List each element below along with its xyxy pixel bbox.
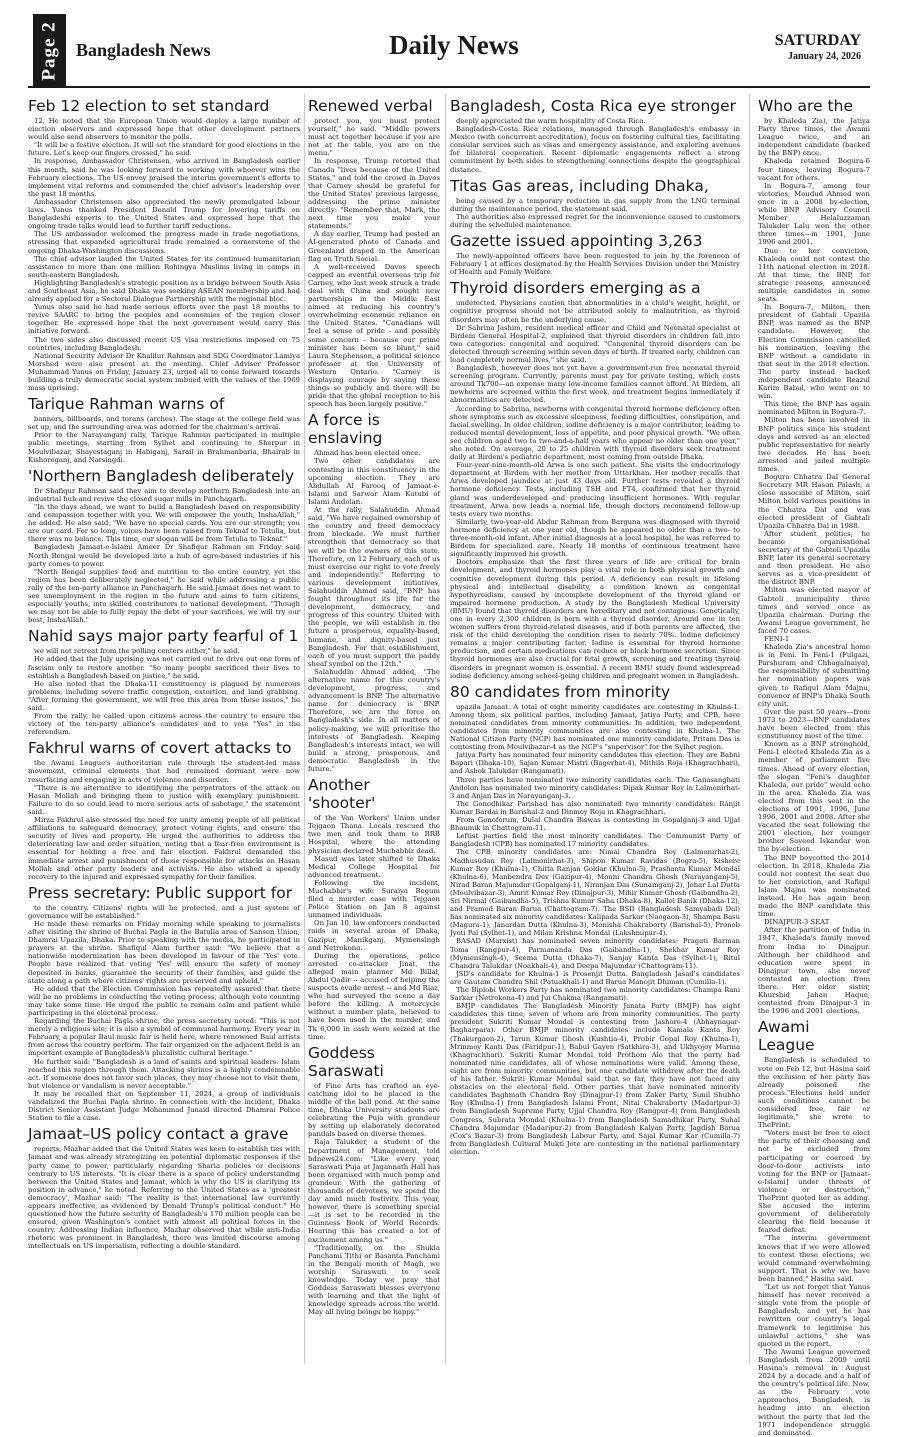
article-headline: Who are the [758, 97, 853, 115]
article-headline: Awami League [758, 1018, 815, 1055]
article [28, 1125, 300, 1250]
article-paragraph: Three parties have nominated two minority candidates each. The Ganasanghati Andolon has nominated two minority candidates: Dipak Kumar Roy in Lalmonirhat-3 and Anjan Das in Narayanganj-3. [450, 775, 740, 800]
article-paragraph: "Traditionally, on the Shukla Panchami Tithi or Basanta Panchami in the Bengali month of Magh, we worship Saraswati to seek knowledge. Today we pray that Goddess Saraswati blesses everyone with learning and that the light of knowledge spreads across the world. May all living beings be happy." [308, 1243, 440, 1317]
article-paragraph: In response, Ambassador Christensen, who arrived in Bangladesh earlier this month, said he was looking forward to working with whoever wins the February elections. The US envoy praised the interim government's efforts to implement vital reforms and commended the chief advisor's leadership over the past 18 months. [28, 157, 300, 198]
article-paragraph: banners, billboards, and torans (arches). The stage at the college field was set up, and the surrounding area was adorned for the chairman's arrival. [28, 415, 300, 432]
article-headline: Press secretary: Public support for [28, 883, 293, 902]
column-1 [28, 94, 300, 1364]
article-paragraph: Bangladesh Jamaat-e-Islami Ameer Dr Shafiqur Rahman on Friday said North Bengal would be developed into a hub of agro-based industries if his party comes to power. [28, 543, 300, 568]
article-paragraph: The newly-appointed officers have been requested to join by the forenoon of February 1 at offices designated by the Health Services Division under the Ministry of Health and Family Welfare. [450, 252, 740, 277]
article-paragraph: BASAD (Marxist) has nominated seven minority candidates: Pragati Barman Toma (Rangpur-4), Parmananda Das (Gaibandha-1), Shekhar Kumar Roy (Mymensingh-4), Seema Dutta (Dhaka-7), Sanjay Kanta Das (Sylhet-1), Ritul Chandra Talukdar (Noakhali-4), and Deepa Majumdar (Chattogram-11). [450, 937, 740, 970]
article-paragraph: After the partition of India in 1947, Khaleda's family moved from India to Dinajpur. Although her childhood and education were spent in Dinajpur town, she never contested an election from there. Her elder sister, Khurshid Jahan Haque, contested from Dinajpur-3 in the 1996 and 2001 elections. [758, 926, 870, 1016]
article-paragraph: A day earlier, Trump had posted an AI-generated photo of Canada and Greenland draped in the American flag on Truth Social. [308, 230, 440, 263]
article-paragraph: In Bogura-7, among four victories, Moudud Ahmed won once in a 2008 by-election, while BNP Advisory Council Member Helaluzzaman Talukder Lalu won the other three times—in 1991, June 1996 and 2001. [758, 181, 870, 247]
article-paragraph: Bangladesh is scheduled to vote on Feb 12, but Hasina said the exclusion of her party has already poisoned the process."Elections held under such conditions cannot be considered free, fair or legitimate," she wrote to ThePrint. [758, 1056, 870, 1130]
column-3 [450, 94, 740, 1364]
article-headline: Nahid says major party fearful of 1 [28, 627, 299, 646]
article-paragraph: The CPB minority candidates are: Nimai Chandra Roy (Lalmonirhat-2), Madhusudan Roy (Lalmonirhat-3), Shipon Kumar Ravidas (Bogra-5), Kishore Kumar Roy (Khulna-1), Chitta Ranjan Goldar (Khulna-5), Prashanta Kumar Mondal (Khulna-6), Manbendra Dev (Gazipur-4), Monni Chandra Ghosh (Narayanganj-5), Nirad Baran Majumdar (Gopalganj-1), Niranjan Das (Sunamganj-2), Johar Lal Dutta (Moulvibazar-3), Amrit Kumar Roy (Dinajpur-3), Mihir Kumar Ghosh (Gaibandha-2), Sri Nirmal (Gaibandha-5), Trishna Kumar Saha (Dhaka-8), Kallol Banik (Dhaka-12), and Pramod Baran Barua (Chattogram-7). The BSD (Bangladesh Samyabadi Dal) has nominated six minority candidates: Kalipada Sarkar (Naogaon-3), Shampa Basu (Magura-1), Janardan Dutta (Khulna-3), Monisha Chakraborty (Barishal-5), Pronob Jyoti Pal (Sylhet-1), and Milan Krishna Mondal (Lakshmipur-4). [450, 848, 740, 938]
article-headline: Thyroid disorders emerging as a [450, 279, 701, 298]
article-paragraph: 12. He noted that the European Union would deploy a large number of election observers and expressed hope that other development partners would also send observers to monitor the polls. [28, 117, 300, 142]
article-paragraph: Leftist parties field the most minority candidates. The Communist Party of Bangladesh (CPB) has nominated 17 minority candidates. [450, 832, 740, 849]
article-paragraph: Yunus also said he had made serious efforts over the past 18 months to revive SAARC to bring the peoples and economies of the region closer together. He expressed hope that the next government would carry this initiative forward. [28, 303, 300, 336]
article-paragraph: In response, Trump retorted that Canada "lives because of the United States," and told the crowd in Davos that Carney should be grateful for the United States' previous largesse, addressing the prime minister directly: "Remember that, Mark, the next time you make your statements." [308, 157, 440, 231]
article-paragraph: Known as a BNP stronghold, Feni-1 elected Khaleda Zia as a member of parliament five times. Ahead of every election, the slogan "Feni's daughter Khaleda, our pride" would echo in the area. Khaleda Zia was elected from this seat in the elections of 1991, 1996, June 1996, 2001 and 2008. After she vacated the seat following the 2001 election, her younger brother Sayeed Iskandar won the by-election. [758, 740, 870, 854]
article-headline: A force is enslaving [308, 411, 383, 448]
article-paragraph: He added that the Election Commission has repeatedly assured that there will be no problems in conducting the voting process, although vote counting may take some time. He urged the public to remain calm and patient while participating in the electoral process. [28, 984, 300, 1017]
masthead-rule [28, 86, 870, 88]
article [450, 683, 740, 1156]
article-paragraph: reports, Mazhar added that the United States was keen to establish ties with Jamaat and was already strategizing on potential diplomatic responses if the party came to power, particularly regarding Sharia policies or decisions contrary to US interests. "It is clear there is a space of policy understanding between the United States and Jamaat, which is why the US is clarifying its position in advance," he noted. Referring to the United States as a 'greatest democracy', Mazhar said: "The reality is that international law currently appears ineffective, as evidenced by Donald Trump's political conduct." He questioned how the future security of Bangladesh's 170 million people can be ensured, given Washington's contact with almost all political forces in the country. Addressing Indian influence, Mazhar observed that while anti-India rhetoric was prominent in Bangladesh, there was limited discourse among intellectuals on US imperialism, reflecting a double standard. [28, 1145, 300, 1251]
article-paragraph: On Jan 10, law enforcers conducted raids in several areas of Dhaka, Gazipur, Manikganj, Mymensingh and Netrokona. [308, 919, 440, 952]
article-paragraph: "The interim government knows that if we were allowed to contest these elections, we would command overwhelming support. That is why we have been banned," Hasina said. [758, 1234, 870, 1283]
article-paragraph: From Gonoforum, Dulal Chandra Biswas is contesting in Gopalganj-3 and Ujjal Bhaumik in Chattogram-11. [450, 816, 740, 833]
article-paragraph: Similarly, two-year-old Abdur Rahman from Barguna was diagnosed with thyroid hormone deficiency at one year old, though he appeared no older than a two- to three-month-old infant. After initial diagnosis at a local hospital, he was referred to Birdem for specialized care. Nearly 18 months of continuous treatment have significantly improved his growth. [450, 517, 740, 559]
article-paragraph: Doctors emphasize that the first three years of life are critical for brain development, and thyroid hormones play a vital role in both physical growth and cognitive development during this period. A deficiency can result in lifelong physical and intellectual disability, a condition known as congenital hypothyroidism, caused by incomplete development of the thyroid gland or impaired hormone production. A study by the Bangladesh Medical University (BMU) found that thyroid disorders are hereditary and not contagious. Genetically, one in every 2,300 children is born with a thyroid disorder. Around one in ten women suffers from thyroid-related diseases, and if both parents are affected, the risk of the child developing the condition rises to nearly 70%. Iodine deficiency remains a major contributing factor. Iodine is essential for thyroid hormone production, and certain medications can reduce or block hormone secretion. Since thyroid hormones are also crucial for fetal growth, screening and treating thyroid disorders in pregnant women is essential. A recent BMU study found widespread iodine deficiency among school-going children and pregnant women in Bangladesh. [450, 558, 740, 680]
article [450, 279, 740, 679]
article-paragraph: He further said: "Bangladesh is a land of saints and spiritual leaders. Islam reached this region through them. Attacking shrines is a highly condemnable act. If someone does not favor such places, they may choose not to visit them, but violence or vandalism is never acceptable." [28, 1057, 300, 1090]
article [28, 884, 300, 1123]
article [450, 177, 740, 229]
article-paragraph: DINAJPUR-3 SEAT [764, 918, 830, 927]
masthead [0, 0, 897, 86]
article [450, 232, 740, 276]
article-paragraph: Raja Talukder, a student of the Department of Management, told bdnews24.com: "Like every year, Saraswati Puja at Jagannath Hall has been organised with much pomp and grandeur. With the gathering of thousands of devotees, we spend the day amid much festivity. This year, however, there is something special—it is set to be recorded in the Guinness Book of World Records. Hearing this has created a lot of excitement among us." [308, 1138, 440, 1244]
article-paragraph: "It will be a festive election. It will set the standard for good elections in the future. Let's keep our fingers crossed," he said. [28, 141, 300, 158]
article-paragraph: Khaleda retained Bogura-6 four times, leaving Bogura-7 vacant for others. [758, 157, 870, 182]
article [28, 739, 300, 880]
article-paragraph: Ambassador Christensen also appreciated the newly promulgated labour laws. Yunus thanked President Donald Trump for lowering tariffs on Bangladeshi exports to the United States and expressed hope that the ongoing trade talks would lead to further tariff reductions. [28, 197, 300, 231]
article-paragraph: A well-received Davos speech capped an eventful overseas trip for Carney, who last week struck a trade deal with China and sought new partnerships in the Middle East aimed at reducing his country's overwhelming economic reliance on the United States. "Canadians will feel a sense of pride - and possibly some concern - because our prime minister has been so blunt," said Laura Stephenson, a political science professor at the University of Western Ontario. "Carney is displaying courage by saying these things so publicly and there will be pride that the global reception to his speech has been largely positive." [308, 262, 440, 409]
article-headline: Gazette issued appointing 3,263 [450, 232, 703, 251]
article-paragraph: This time, the BNP has again nominated Milton in Bogura-7. [758, 400, 870, 417]
article-paragraph: deeply appreciated the warm hospitality of Costa Rica. [456, 117, 646, 125]
article-paragraph: During the operations, police arrested co-attacker Jinat, the alleged main planner Md Billal, Abdul Qadir -- accused of helping the suspects evade arrest -- and Md Riaz, who had surveyed the scene a day before the killing. A motorcycle without a number plate, believed to have been used in the murder, and Tk 6,000 in cash were seized at the time. [308, 951, 440, 1041]
article-headline: Another 'shooter' [308, 776, 376, 813]
article-headline: Tarique Rahman warns of [28, 395, 225, 414]
article [450, 97, 740, 174]
article-paragraph: Ahmad has been elected once. [314, 449, 421, 458]
article-paragraph: BMJP candidates The Bangladesh Minority Janata Party (BMJP) has eight candidates this time, seven of whom are from minority communities. The party president Sukriti Kumar Mondal is contesting from Jashore-4 (Abhaynagar-Bagharpara). Other BMJP minority candidates include Kamala Kanta Roy (Thakurgaon-2), Tarun Kumar Ghosh (Kushtia-4), Probir Gopal Roy (Khulna-1), Mrinmoy Kanti Das (Faridpur-1), Babul Gayen (Satkhira-3), and Ukhyojoy Marma (Khagrachhari). Sukriti Kumar Mondal told Prothom Alo that the party had nominated nine candidates, all of whose nominations were valid. Among these, eight are from minority communities, but one candidate withdrew after the death of his father. Sukriti Kumar Mondal said that so far, they have not faced any obstacles on the electoral field. Other parties that have nominated minority candidates Baghmath Chandra Roy (Dinajpur-1) from Zaker Party, Sunil Shubho Roy (Khulna-1) from Bangladesh Islami Front, Nitai Chakraborty (Madaripur-3) from Bangladesh Supreme Party, Ujjal Chandra Roy (Rangpur-4) from Bangladesh Congress, Subrata Mondal (Khulna-1) from Bangladesh Samadhikar Party, Suhal Chandra Majumdar (Madaripur-2) from Bangladesh Kalyan Party, Jagdish Barua (Cox's Bazar-3) from Bangladesh Labour Party, and Sajal Kumar Kar (Cumilla-7) from Bangladesh Cultural Mukti Jote are contesting in the national parliamentary election. [450, 1002, 740, 1156]
article-paragraph: "North Bengal supplies food and nutrition to the entire country, yet the region has been deliberately neglected," he said while addressing a public rally of the ten-party alliance in Panchagarh. He said Jamaat does not want to see unemployment in the region in the future and aims to turn citizens, especially youths, into skilled contributors to national development. "Though we may not be able to fully repay the debt of your sacrifices, we will try our best, InshaAllah." [28, 567, 300, 625]
article [758, 1018, 870, 1436]
article-paragraph: we will not retreat from the polling centers either," he said. [34, 647, 240, 656]
article-paragraph: Following the incident, Muchabbir's wife Suraiya Begum filed a murder case with Tejgaon Police Station on Jan 8 against unnamed individuals. [308, 878, 440, 920]
article-paragraph: In Bogura-7, Milton, then president of Gabtali Upazila BNP, was named as the BNP candidate. However, the Election Commission cancelled his nomination, leaving the BNP without a candidate in that seat in the 2018 election. The party instead backed independent candidate Reazul Karim Babul, who went on to win. [758, 303, 870, 401]
article-paragraph: undetected. Physicians caution that abnormalities in a child's weight, height, or cognitive progress should not be attributed solely to malnutrition, as thyroid disorders may often be the underlying cause. [450, 299, 740, 324]
article-paragraph: the Awami League's authoritarian rule through the student-led mass movement, criminal elements that had remained dormant were now resurfacing and engaging in acts of violence and disorder. [28, 759, 300, 784]
article-paragraph: upazila Jamaat. A total of eight minority candidates are contesting in Khulna-1. Among them, six political parties, including Jamaat, Jatiya Party, and CPB, have nominated candidates from minority communities. In addition, two independent candidates from minority communities are also contesting in Khulna-1. The National Citizen Party (NCP) has nominated one minority candidate, Pritam Das is contesting from Moulvibazar-4 as the NCP's "supervisor" for the Sylhet region. [450, 702, 740, 752]
article-paragraph: to the country. Citizens' rights will be protected, and a just system of governance will be established." [28, 903, 300, 920]
section-title: Daily News [389, 30, 519, 60]
paper-name: Bangladesh News [76, 40, 211, 60]
article-paragraph: National Security Advisor Dr Khalilur Rahman and SDG Coordinator Lamiya Morshed were also present at the meeting. Chief Adviser Professor Muhammad Yunus on Friday, January 23, urged all to come forward towards building a truly democratic social system imbued with the values of the 1969 mass uprising. [28, 351, 300, 393]
article-headline: 80 candidates from minority [450, 682, 671, 701]
article-paragraph: Prior to the Narayanganj rally, Tarique Rahman participated in multiple public meetings, starting from Sylhet and continuing to Sherpur in Moulvibazar, Shayestaganj in Habiganj, Sarail in Brahmanbaria, Bhairab in Kishoreganj, and Narsingdi. [28, 431, 300, 464]
article-paragraph: Highlighting Bangladesh's strategic position as a bridge between South Asia and Southeast Asia, he said Dhaka was seeking ASEAN membership and had already applied for a Sectoral Dialogue Partnership with the regional bloc. [28, 278, 300, 304]
article-headline: Bangladesh, Costa Rica eye stronger [450, 97, 737, 115]
article-paragraph: "There is no alternative to identifying the perpetrators of the attack on Hasan Mollah and bringing them to justice with exemplary punishment. Failure to do so could lead to more serious acts of sabotage," the statement said. [28, 783, 300, 816]
article-paragraph: Over the past 50 years—from 1973 to 2023—BNP candidates have been elected from this constituency most of the time. [758, 707, 870, 741]
article-paragraph: Milton was elected mayor of Gabtoli municipality three times and served once as Upazila chairman. During the Awami League government, he faced 70 cases. [758, 586, 870, 635]
article-paragraph: Due to her conviction, Khaleda could not contest the 11th national election in 2018. At that time, the BNP, for strategic reasons, announced multiple candidates in some seats. [758, 246, 870, 304]
article-paragraph: "Voters must be free to elect the party of their choosing and not be excluded from participating or coerced by door-to-door activists into voting for the BNP or [Jamaat-e-Islami] under threats of violence or destruction," ThePrint quoted her as adding. She accused the interim government of deliberately clearing the field because it feared defeat. [758, 1129, 870, 1235]
date-label: January 24, 2026 [787, 51, 861, 62]
article-paragraph: Masud was later shifted to Dhaka Medical College Hospital for advanced treatment. [308, 854, 440, 879]
article-paragraph: being caused by a temporary reduction in gas supply from the LNG terminal during the maintenance period, the statement said. [450, 196, 740, 213]
article-paragraph: He also noted that the Dhaka-11 constituency is plagued by numerous problems, including severe traffic congestion, extortion, and land grabbing. "After forming the government, we will free this area from these issues," he said. [28, 679, 300, 712]
article-paragraph: by Khaleda Zia), the Jatiya Party three times, the Awami League twice, and an independent candidate (backed by the BNP) once. [758, 117, 870, 158]
column-2 [308, 94, 440, 1364]
day-label: SATURDAY [774, 32, 861, 49]
article-paragraph: Bangladesh, however does not yet have a government-run free neonatal thyroid screening program. Currently, parents must pay for private testing, which costs around Tk700—an expense many low-income families cannot afford. At Birdem, all newborns are screened within the first week, and treatment begins immediately if abnormalities are detected. [450, 364, 740, 405]
article [308, 411, 440, 773]
column-divider [445, 94, 446, 1364]
article-paragraph: From the rally, he called upon citizens across the country to ensure the victory of the ten-party alliance's candidates and to vote "Yes" in the referendum. [28, 712, 300, 737]
article-headline: Titas Gas areas, including Dhaka, [450, 176, 709, 195]
article [308, 97, 440, 408]
article-headline: Renewed verbal [308, 97, 433, 115]
article-headline: 'Northern Bangladesh deliberately [28, 466, 295, 485]
article-paragraph: Dr Sabrina Jashim, resident medical officer and Child and Neonatal specialist at Birdem General Hospital-2, explained that thyroid disorders in children fall into two categories: congenital and acquired. "Congenital thyroid disorders can be detected through screening within seven days of birth. If treated early, children can lead completely normal lives," she said. [450, 323, 740, 364]
article-paragraph: According to Sabrina, newborns with congenital thyroid hormone deficiency often show symptoms such as excessive sleepiness, feeding difficulties, constipation, and facial swelling. In older children, iodine deficiency is a major contributor, leading to reduced mental development, loss of appetite, and poor physical growth. "We often see children aged two to two-and-a-half years who appear no older than one year," she noted. On average, 20 to 25 children with thyroid disorders seek treatment daily at Birdem's pediatric department, most coming from outside Dhaka. [450, 404, 740, 462]
article-paragraph: Khaleda Zia's ancestral home is in Feni. In Feni-1 (Fulgazi, Parshuram and Chhagalnaiya), the responsibility of submitting her nomination papers was given to Rafiqul Alam Majnu, convenor of BNP's Dhaka South city unit. [758, 643, 870, 708]
article [28, 467, 300, 625]
article [308, 1044, 440, 1317]
article-paragraph: He made these remarks on Friday morning while speaking to journalists after visiting the shrine of Buchai Pagla in the Batulia area of Sanson Union, Dhamrai Upazila, Dhaka. Prior to speaking with the media, he participated in prayers at the shrine. Shafiqul Alam further said: "We believe that a nationwide modernization has been developed in favour of the 'Yes' vote. People have realized that voting 'Yes' will ensure the safety of money deposited in banks, guarantee the security of their families, and guide the state along a path where citizens' rights are preserved and upheld." [28, 919, 300, 985]
article-paragraph: He added that the July uprising was not carried out to drive out one form of fascism only to restore another. "So many people sacrificed their lives to establish a Bangladesh based on justice," he said. [28, 655, 300, 680]
article-paragraph: FENI-1 [764, 635, 790, 643]
article-paragraph: The Biplobi Workers Party has nominated two minority candidates: Champa Rani Sarkar (Netrokona-4) and Jui Chakma (Rangamati). [450, 986, 740, 1003]
article-headline: Goddess Saraswati [308, 1043, 384, 1080]
article-paragraph: Jatiya Party has nominated four minority candidates this election. They are Babni Bapari (Dhaka-10), Sajan Kumar Mistri (Bagerhat-4), Mithila Roja (Khagrachhari), and Ashok Talukdar (Rangamati). [450, 751, 740, 776]
article-paragraph: Dr Shafiqur Rahman said they aim to develop northern Bangladesh into an industrial hub and revive the closed sugar mills in Panchagarh. [28, 486, 300, 503]
article [28, 395, 300, 464]
article-paragraph: protect you, you must protect yourself," he said. "Middle powers must act together because if you are not at the table, you are on the menu." [308, 117, 440, 158]
article-paragraph: The Awami League governed Bangladesh from 2009 until Hasina's removal in August 2024 by a decade and a half of the country's political life. Now, as the February vote approaches, Bangladesh is heading into an election without the party that led the 1971 independence struggle and dominated. [758, 1347, 870, 1437]
article-paragraph: The BNP boycotted the 2014 election. In 2018, Khaleda Zia could not contest the seat due to her conviction, and Rafiqul Islam Majnu was nominated instead. He has again been made the BNP candidate this time. [758, 853, 870, 919]
article-headline: Feb 12 election to set standard [28, 97, 270, 115]
article-paragraph: After student politics, he became organisational secretary of the Gabtoli Upazila BNP, later its general secretary and then president. He also serves as a vice-president of the district BNP. [758, 529, 870, 587]
page-label-tab [33, 14, 66, 88]
article-paragraph: JSD's candidate for Khulna-1 is Prosenjit Dutta. Bangladesh Jasad's candidates are Gautam Chandra Shil (Patuakhali-1) and Barua Manojit Dhiman (Cumilla-1). [450, 969, 740, 986]
column-4 [758, 94, 870, 1437]
article-paragraph: Salahuddin Ahmad added, "The alternative name for this country's development, progress, and advancement is BNP. The alternative name for democracy is BNP. Therefore, we are the force on Bangladesh's side. In all matters of policy-making, we will prioritise the interests of Bangladesh. Keeping Bangladesh's interests intact, we will build a strong, prosperous, and democratic Bangladesh in the future." [308, 667, 440, 774]
article-paragraph: The two sides also discussed recent US visa restrictions imposed on 75 countries, including Bangladesh. [28, 335, 300, 352]
column-divider [749, 94, 750, 1364]
article-paragraph: of Fine Arts has crafted an eye-catching idol to be placed in the middle of the ball pond. At the same time, Dhaka University students are celebrating the Puja with grandeur by setting up elaborately decorated pandals based on diverse themes. [308, 1081, 440, 1139]
article-paragraph: The authorities also expressed regret for the inconvenience caused to customers during the scheduled maintenance. [450, 212, 740, 229]
article-paragraph: It may be recalled that on September 11, 2024, a group of individuals vandalized the Buchai Pagla shrine. In connection with the incident, Dhaka District Senior Assistant Judge Mohammad Junaid directed Dhamrai Police Station to file a case. [28, 1089, 300, 1123]
article-paragraph: Four-year-nine-month-old Arwa is one such patient. She visits the endocrinology department at Birdem with her mother from Uttarkhan. Her mother recalls that Arwa developed jaundice at just 43 days old. Further tests revealed a thyroid hormone deficiency. Tests, including TSH and FT4, confirmed that her thyroid gland was underdeveloped and producing insufficient hormones. With regular treatment, Arwa now leads a normal life, though doctors recommend follow-up tests every two months. [450, 461, 740, 518]
article-paragraph: The chief advisor lauded the United States for its continued humanitarian assistance to more than one million Rohingya Muslims living in camps in south-eastern Bangladesh. [28, 254, 300, 279]
article-paragraph: "In the days ahead, we want to build a Bangladesh based on responsibility and compassion together with you. We will empower the youth, InshaAllah," he added. He also said, "We have no special cards. You are our strength; you are our card. For so long, voices have been raised from Teknaf to Tetulia, but there was no balance. This time, our slogan will be from Tetulia to Teknaf." [28, 502, 300, 544]
article-paragraph: Regarding the Buchai Pagla shrine, the press secretary noted: "This is not merely a religious site; it is also a symbol of communal harmony. Every year in February, a popular Baul music fair is held here, where renowned Baul artists from across the country perform. The fair organized on the adjacent field is an important example of Bangladesh's pluralistic cultural heritage." [28, 1017, 300, 1058]
article [758, 97, 870, 1015]
article-paragraph: Bangladesh-Costa Rica relations, managed through Bangladesh's embassy in Mexico (with concurrent accreditation), focus on fostering cultural ties, facilitating consular services such as visas and emergency assistance, and exploring avenues for bilateral cooperation. Recent diplomatic engagements reflect a strong commitment by both sides to strengthening connections despite the geographical distance. [450, 125, 740, 174]
article-headline: Fakhrul warns of covert attacks to [28, 739, 292, 758]
article-headline: Jamaat–US policy contact a grave [28, 1125, 289, 1144]
article [28, 627, 300, 736]
article-paragraph: At the rally, Salahuddin Ahmad said, "We have regained ownership of the country and freed democracy from blockade. We must further strengthen that democracy so that we will be the owners of this state. Therefore, on 12 February, each of us must exercise our right to vote freely and independently." Referring to various development initiatives, Salahuddin Ahmad said, "BNP has fought throughout its life for the development, democracy, and progress of this country. United with the people, we will establish in the future a prosperous, equality-based, humane, and dignity-based just Bangladesh. For that establishment, each of you must support the paddy sheaf symbol on the 12th." [308, 506, 440, 668]
article-paragraph: of the Van Workers' Union under Tejgaon Thana. Locals rescued the two men and took them to BRB Hospital, where the attending physician declared Muchabbir dead. [308, 814, 440, 855]
article [308, 776, 440, 1041]
article-paragraph: The Gonodhikar Parishad has also nominated two minority candidates: Ranjit Kumar Bardai in Barishal-2 and Dinmoy Roja in Khagrachhari. [450, 799, 740, 816]
article-paragraph: Two other candidates are contesting in this constituency in the upcoming election. They are Abdullah Al Farooq of Jamaat-e-Islami and Sarwar Alam Kutubi of Islami Andolan. [308, 457, 440, 506]
article-paragraph: Milton has been involved in BNP politics since his student days and served as an elected public representative for nearly two decades. He has been arrested and jailed multiple times. [758, 416, 870, 474]
article-paragraph: "Let us not forget that Yunus himself has never received a single vote from the people of Bangladesh, and yet he has rewritten our country's legal framework to legitimise his unlawful actions," she was quoted in the report. [758, 1283, 870, 1348]
article [28, 97, 300, 392]
article-paragraph: The US ambassador welcomed the progress made in trade negotiations, stressing that expanded agricultural trade remained a cornerstone of the ongoing Dhaka-Washington discussions. [28, 230, 300, 255]
page-label: Page 2 [38, 21, 60, 81]
article-paragraph: Mirza Fakhrul also stressed the need for unity among people of all political affiliations to safeguard democracy, protect voting rights, and ensure the security of lives and property. He urged the authorities to address the deteriorating law and order situation, noting that a fear-free environment is essential for holding a free and fair election. Fakhrul demanded the immediate arrest and punishment of those responsible for attacks on Hasan Mollah and other party leaders and activists. He also wished a speedy recovery to the injured and expressed sympathy for their families. [28, 816, 300, 881]
column-divider [304, 94, 305, 1364]
article-paragraph: Bogura Chhatra Dal General Secretary MR Hasan Palash, a close associate of Milton, said Milton held various positions in the Chhatra Dal and was elected president of Gabtali Upazila Chhatra Dal in 1988. [758, 473, 870, 530]
